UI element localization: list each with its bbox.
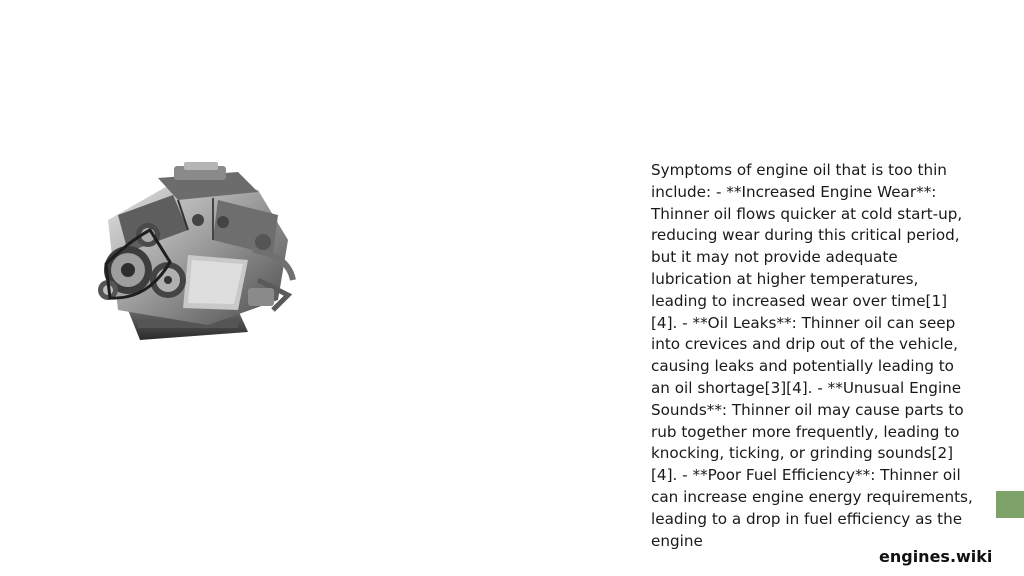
site-watermark: engines.wiki bbox=[879, 547, 993, 566]
engine-image bbox=[88, 160, 300, 350]
accent-tab bbox=[996, 491, 1024, 518]
article-body: Symptoms of engine oil that is too thin include: - **Increased Engine Wear**: Thinner oil flows quicker at cold start-up, reducing wear during this critical period, but it may not provide adequate lubrication at higher temperatures, leading to increased wear over time[1][4]. - **Oil Leaks**: Thinner oil can seep into crevices and drip out of the vehicle, causing leaks and potentially leading to an oil shortage[3][4]. - **Unusual Engine Sounds**: Thinner oil may cause parts to rub together more frequently, leading to knocking, ticking, or grinding sounds[2][4]. - **Poor Fuel Efficiency**: Thinner oil can increase engine energy requirements, leading to a drop in fuel efficiency as the engine bbox=[651, 161, 973, 550]
engine-illustration bbox=[88, 160, 300, 350]
